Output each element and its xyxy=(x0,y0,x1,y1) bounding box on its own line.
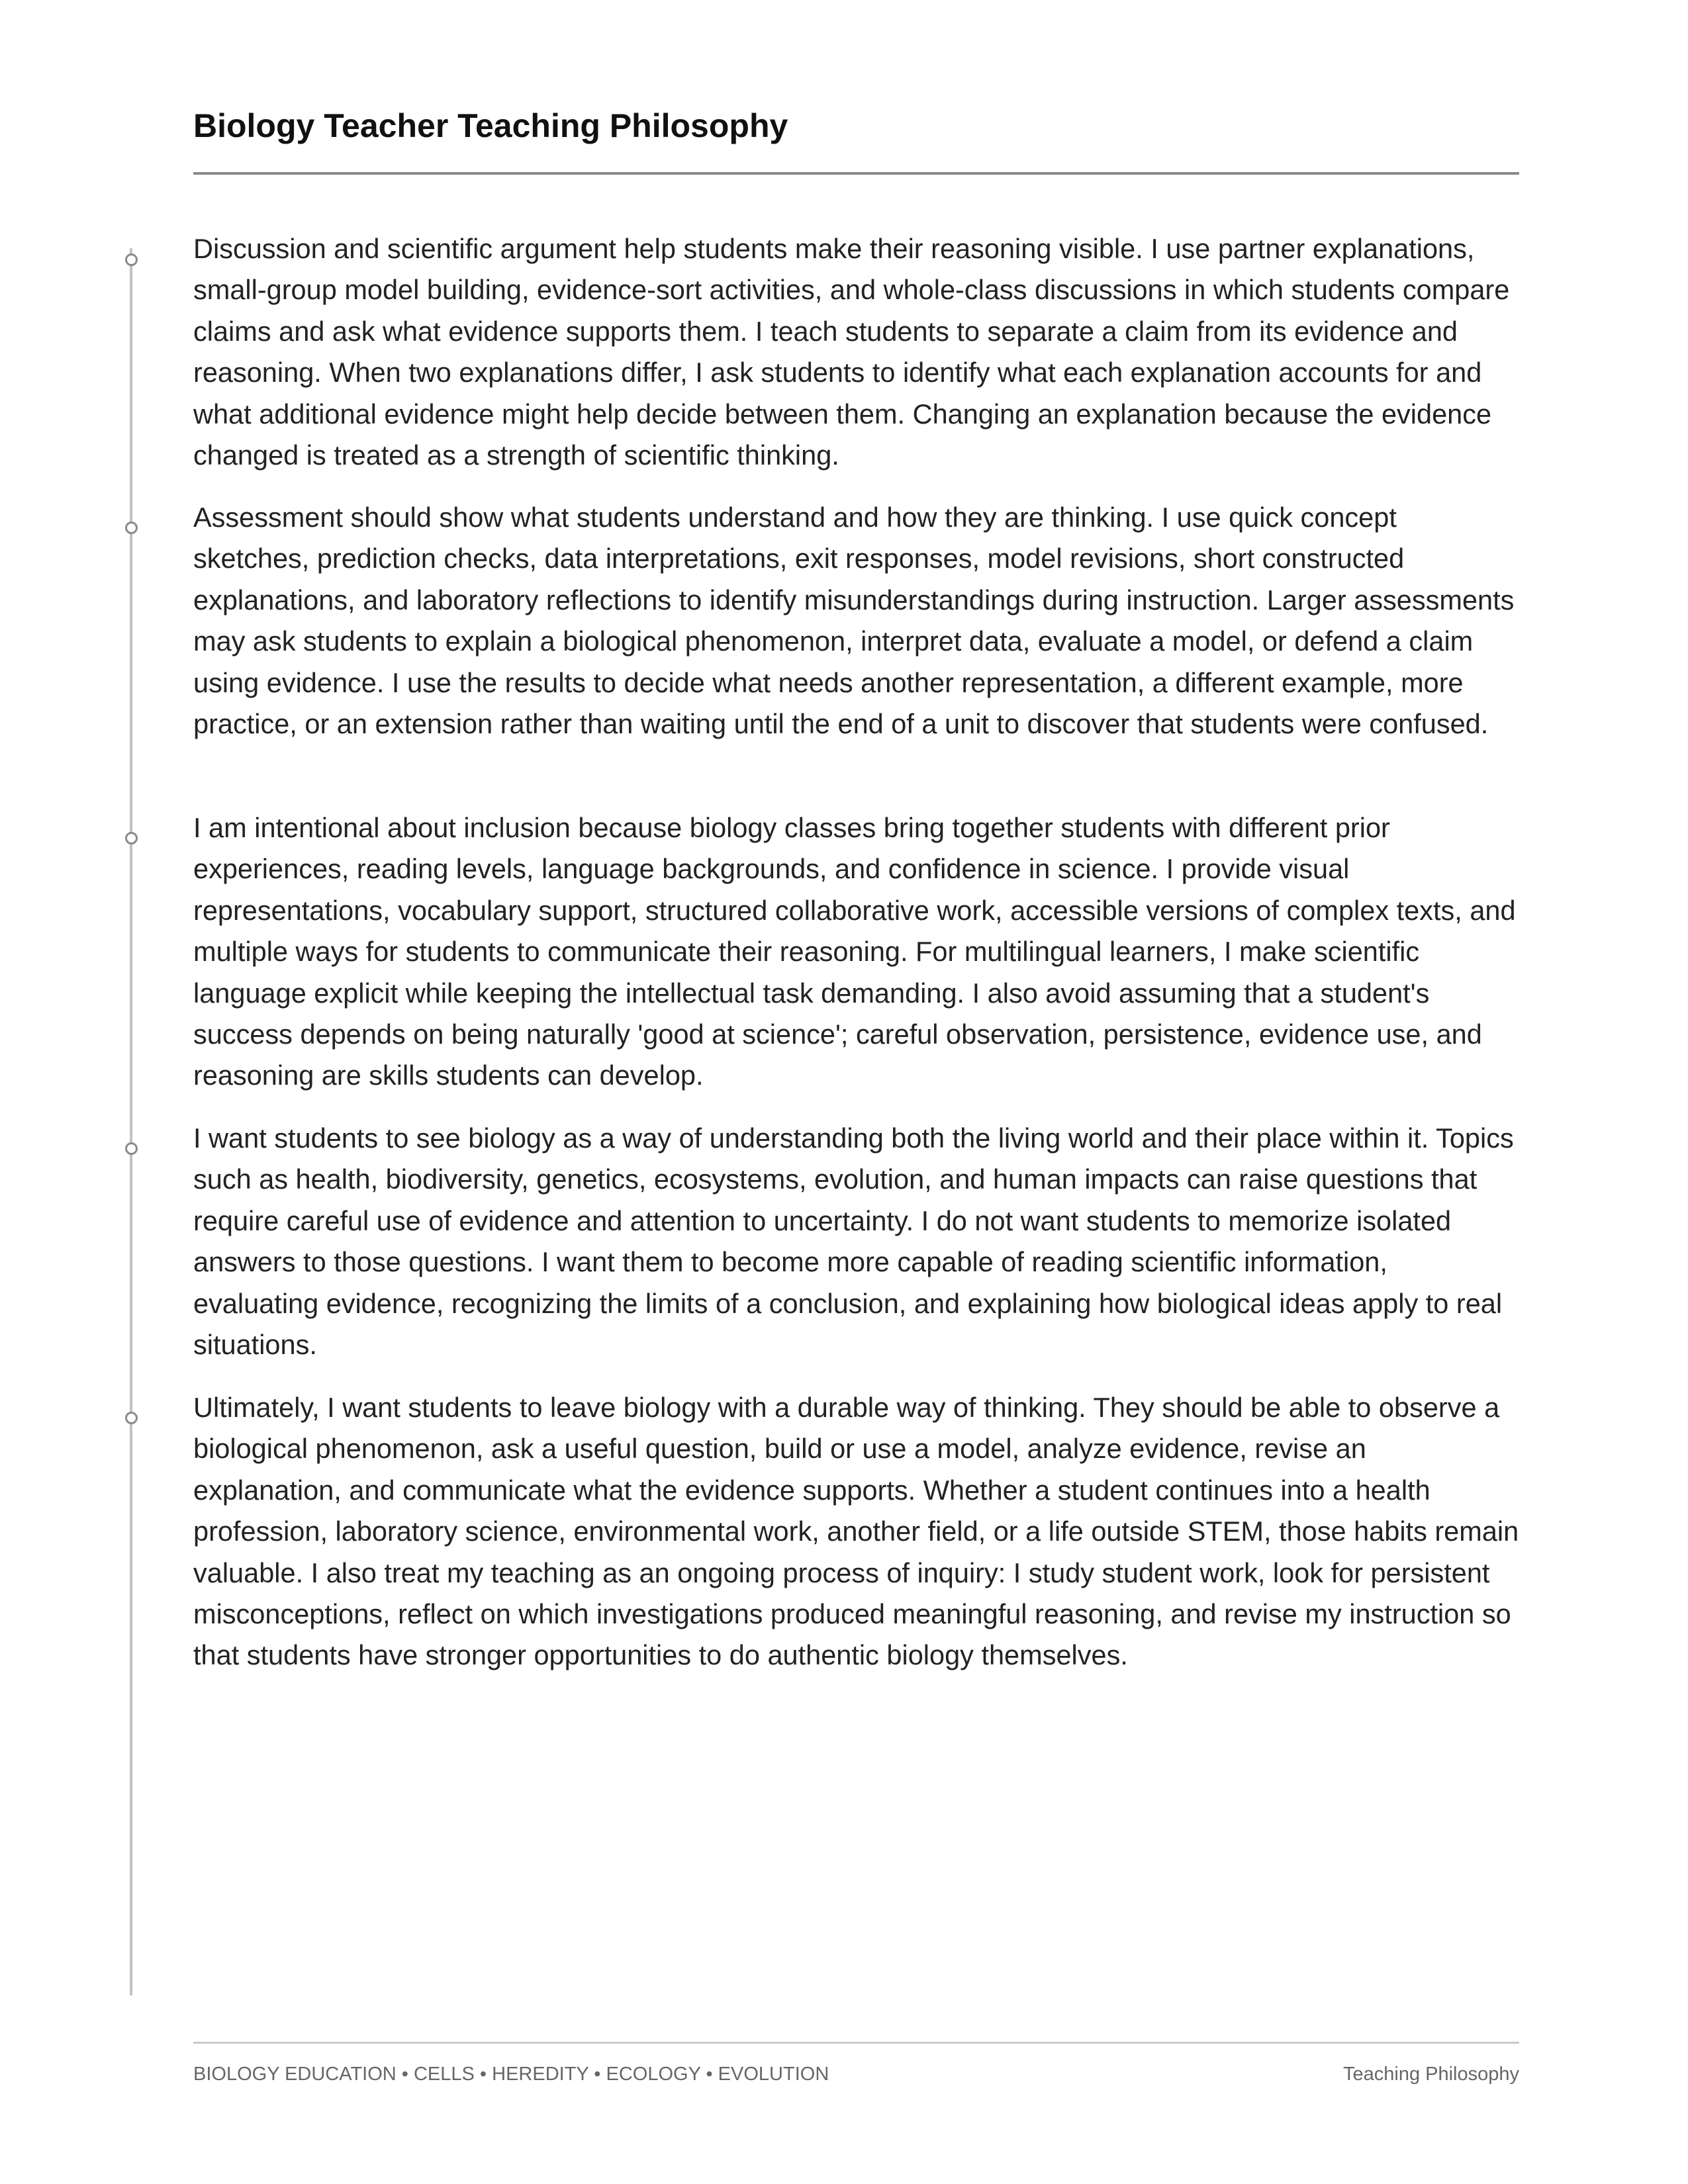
timeline-marker xyxy=(125,1412,138,1424)
title-divider xyxy=(193,172,1519,175)
paragraph-inclusion: I am intentional about inclusion because biology classes bring together students with different prior experiences, reading levels, language backgrounds, and confidence in science. I provide visual representations, vocabulary support, structured collaborative work, accessible versions of complex texts, and multiple ways for students to communicate their reasoning. For multilingual learners, I make scientific language explicit while keeping the intellectual task demanding. I also avoid assuming that a student's success depends on being naturally 'good at science'; careful observation, persistence, evidence use, and reasoning are skills students can develop. xyxy=(193,812,1516,1091)
timeline-line xyxy=(130,248,132,1995)
timeline-marker xyxy=(125,832,138,844)
timeline-marker xyxy=(125,253,138,266)
footer-doc-label: Teaching Philosophy xyxy=(1342,2064,1519,2085)
paragraph-assessment: Assessment should show what students understand and how they are thinking. I use quick concept sketches, prediction checks, data interpretations, exit responses, model revisions, short constructed explanations, and laboratory reflections to identify misunderstandings during instruction. Larger assessments may ask students to explain a biological phenomenon, interpret data, evaluate a model, or defend a claim using evidence. I use the results to decide what needs another representation, a different example, more practice, or an extension rather than waiting until the end of a unit to discover that students were confused. xyxy=(193,502,1515,740)
paragraph-conclusion: Ultimately, I want students to leave biology with a durable way of thinking. They should be able to observe a biological phenomenon, ask a useful question, build or use a model, analyze evidence, revise an explanation, and communicate what the evidence supports. Whether a student continues into a health profession, laboratory science, environmental work, another field, or a life outside STEM, those habits remain valuable. I also treat my teaching as an ongoing process of inquiry: I study student work, look for persistent misconceptions, reflect on which investigations produced meaningful reasoning, and revise my instruction so that students have stronger opportunities to do authentic biology themselves. xyxy=(193,1392,1519,1671)
footer-divider xyxy=(193,2042,1519,2044)
footer-topics: BIOLOGY EDUCATION • CELLS • HEREDITY • ECOLOGY • EVOLUTION xyxy=(193,2064,829,2085)
timeline-marker xyxy=(125,1142,138,1155)
page-title: Biology Teacher Teaching Philosophy xyxy=(193,107,788,144)
timeline-marker xyxy=(125,522,138,534)
paragraph-real-world: I want students to see biology as a way of understanding both the living world and their place within it. Topics such as health, biodiversity, genetics, ecosystems, evolution, and human impacts can raise questions that require careful use of evidence and attention to uncertainty. I do not want students to memorize isolated answers to those questions. I want them to become more capable of reading scientific information, evaluating evidence, recognizing the limits of a conclusion, and explaining how biological ideas apply to real situations. xyxy=(193,1122,1514,1361)
paragraph-discussion: Discussion and scientific argument help students make their reasoning visible. I use partner explanations, small-group model building, evidence-sort activities, and whole-class discussions in which students compare claims and ask what evidence supports them. I teach students to separate a claim from its evidence and reasoning. When two explanations differ, I ask students to identify what each explanation accounts for and what additional evidence might help decide between them. Changing an explanation because the evidence changed is treated as a strength of scientific thinking. xyxy=(193,233,1510,471)
